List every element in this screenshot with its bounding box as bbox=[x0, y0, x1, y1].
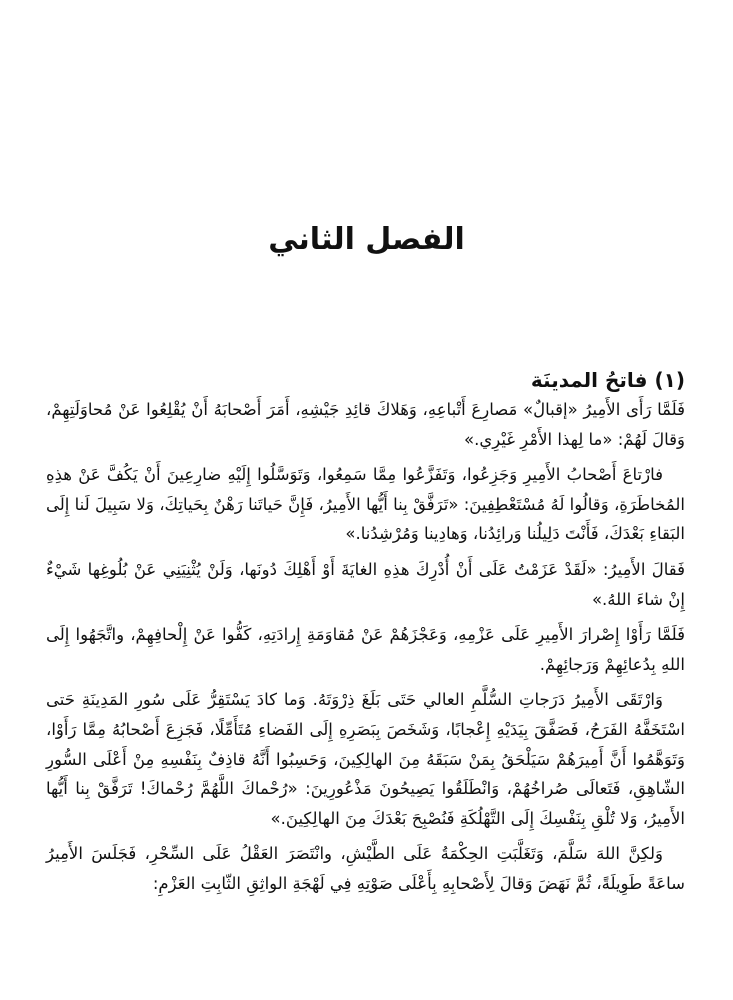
paragraph: فَلَمَّا رَأَوْا إِصْرارَ الأَمِيرِ عَلَى عَزْمِهِ، وَعَجْزَهُمْ عَنْ مُقاوَمَةِ إِرادَتِهِ، كَفُّوا عَنْ إِلْحافِهِمْ، واتَّجَهُوا إِلَى اللهِ بِدُعائِهِمْ وَرَجائِهِمْ. bbox=[46, 625, 685, 674]
paragraph: وَلكِنَّ اللهَ سَلَّمَ، وَتَغَلَّبَتِ الحِكْمَةُ عَلَى الطَّيْشِ، وانْتَصَرَ العَقْلُ عَلَى السِّحْرِ، فَجَلَسَ الأَمِيرُ ساعَةً طَوِيلَةً، ثُمَّ نَهَضَ وَقالَ لِأَصْحابِهِ بِأَعْلَى صَوْتِهِ فِي لَهْجَةِ الواثِقِ الثّابِتِ العَزْمِ: bbox=[46, 844, 685, 893]
paragraph: وَارْتَقَى الأَمِيرُ دَرَجاتِ السُّلَّمِ العالي حَتَى بَلَغَ ذِرْوَتَهُ. وَما كادَ يَسْتَقِرُّ عَلَى سُورِ المَدِينَةِ حَتى اسْتَخَفَّهُ الفَرَحُ، فَصَفَّقَ بِيَدَيْهِ إِعْجابًا، وَشَخَصَ بِبَصَرِهِ إِلَى الفَضاءِ مُتَأَمِّلًا، فَجَزِعَ أَصْحابُهُ مِمَّا رَأَوْا، وَتَوَهَّمُوا أَنَّ أَمِيرَهُمْ سَيَلْحَقُ بِمَنْ سَبَقَهُ مِنَ الهالِكِينَ، وَحَسِبُوا أَنَّهُ قاذِفٌ بِنَفْسِهِ مِنْ أَعْلَى السُّورِ الشّاهِقِ، فَتَعالَى صُراخُهُمْ، وَانْطَلَقُوا يَصِيحُونَ مَذْعُورِينَ: «رُحْماكَ اللَّهُمَّ رُحْماكَ! تَرَفَّقْ بِنا أَيُّها الأَمِيرُ، وَلا تُلْقِ بِنَفْسِكَ إِلَى التَّهْلُكَةِ فَنُصْبِحَ بَعْدَكَ مِنَ الهالِكِينَ.» bbox=[46, 690, 685, 828]
paragraph: فَقالَ الأَمِيرُ: «لَقَدْ عَزَمْتُ عَلَى أَنْ أُدْرِكَ هذِهِ الغايَةَ أَوْ أَهْلِكَ دُونَها، وَلَنْ يُثْنِيَنِي عَنْ بُلُوغِها شَيْءٌ إِنْ شاءَ اللهُ.» bbox=[46, 559, 685, 609]
paragraph: فارْتاعَ أَصْحابُ الأَمِيرِ وَجَزِعُوا، وَتَفَزَّعُوا مِمَّا سَمِعُوا، وَتَوَسَّلُوا إِلَيْهِ ضارِعِينَ أَنْ يَكُفَّ عَنْ هذِهِ المُخاطَرَةِ، وَقالُوا لَهُ مُسْتَعْطِفِينَ: «تَرَفَّقْ بِنا أَيُّها الأَمِيرُ، فَإِنَّ حَياتَنا رَهْنٌ بِحَياتِكَ، وَلا سَبِيلَ لَنا إِلَى البَقاءِ بَعْدَكَ، فَأَنْتَ دَلِيلُنا وَرائِدُنا، وَهادِينا وَمُرْشِدُنا.» bbox=[46, 465, 685, 544]
section-title: (١) فاتحُ المدينَة bbox=[530, 367, 685, 392]
chapter-title: الفصل الثاني bbox=[268, 222, 465, 258]
paragraph: فَلَمَّا رَأَى الأَمِيرُ «إقبالٌ» مَصارِعَ أَتْباعِهِ، وَهَلاكَ قائِدِ جَيْشِهِ، أَمَرَ أَصْحابَهُ أَنْ يُقْلِعُوا عَنْ مُحاوَلَتِهِمْ، وَقالَ لَهُمْ: «ما لِهذا الأَمْرِ غَيْرِي.» bbox=[46, 400, 685, 449]
body-text bbox=[46, 395, 685, 905]
